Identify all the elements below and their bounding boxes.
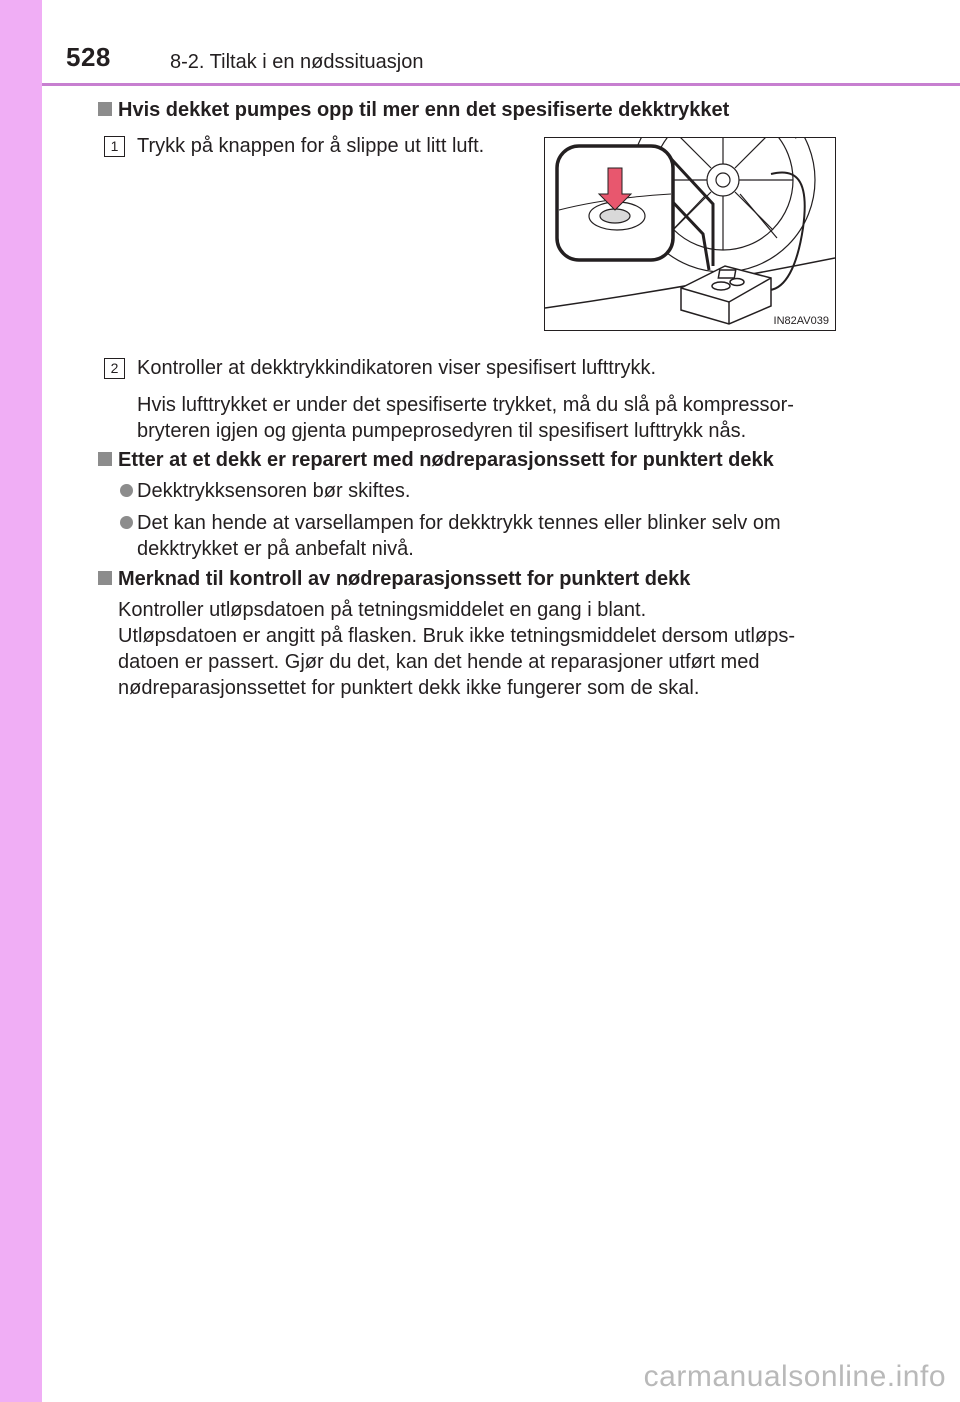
step-number-1: 1 — [104, 136, 125, 157]
chapter-side-tab — [0, 0, 42, 1402]
compressor-illustration — [544, 137, 836, 331]
note-line-3: datoen er passert. Gjør du det, kan det hende at reparasjoner utført med — [118, 651, 760, 673]
watermark: carmanualsonline.info — [643, 1360, 946, 1393]
heading-square-icon — [98, 571, 112, 585]
header-rule — [42, 83, 960, 86]
heading-text: Merknad til kontroll av nødreparasjonssett for punktert dekk — [118, 568, 691, 590]
compressor-drawing — [545, 138, 836, 331]
heading-square-icon — [98, 452, 112, 466]
figure-code: IN82AV039 — [773, 315, 829, 327]
bullet-1-text: Dekktrykksensoren bør skiftes. — [137, 480, 411, 502]
section-title: 8-2. Tiltak i en nødssituasjon — [170, 51, 424, 73]
bullet-dot-icon — [120, 484, 133, 497]
heading-text: Etter at et dekk er reparert med nødreparasjonssett for punktert dekk — [118, 449, 774, 471]
heading-text: Hvis dekket pumpes opp til mer enn det spesifiserte dekktrykket — [118, 99, 730, 121]
bullet-2-line-1: Det kan hende at varsellampen for dekktrykk tennes eller blinker selv om — [137, 512, 781, 534]
note-line-2: Utløpsdatoen er angitt på flasken. Bruk ikke tetningsmiddelet dersom utløps- — [118, 625, 795, 647]
heading-kit-note — [98, 568, 690, 591]
heading-after-repair — [98, 449, 774, 472]
step-2-note-line-1: Hvis lufttrykket er under det spesifiserte trykket, må du slå på kompressor- — [137, 394, 794, 416]
step-number-2: 2 — [104, 358, 125, 379]
step-2-note-line-2: bryteren igjen og gjenta pumpeprosedyren til spesifisert lufttrykk nås. — [137, 420, 747, 442]
heading-square-icon — [98, 102, 112, 116]
bullet-dot-icon — [120, 516, 133, 529]
note-line-4: nødreparasjonssettet for punktert dekk ikke fungerer som de skal. — [118, 677, 700, 699]
step-1-text: Trykk på knappen for å slippe ut litt luft. — [137, 135, 485, 157]
heading-overinflated — [98, 99, 729, 122]
step-2-text: Kontroller at dekktrykkindikatoren viser spesifisert lufttrykk. — [137, 357, 657, 379]
bullet-2-line-2: dekktrykket er på anbefalt nivå. — [137, 538, 414, 560]
page-number: 528 — [66, 42, 111, 72]
note-line-1: Kontroller utløpsdatoen på tetningsmiddelet en gang i blant. — [118, 599, 647, 621]
